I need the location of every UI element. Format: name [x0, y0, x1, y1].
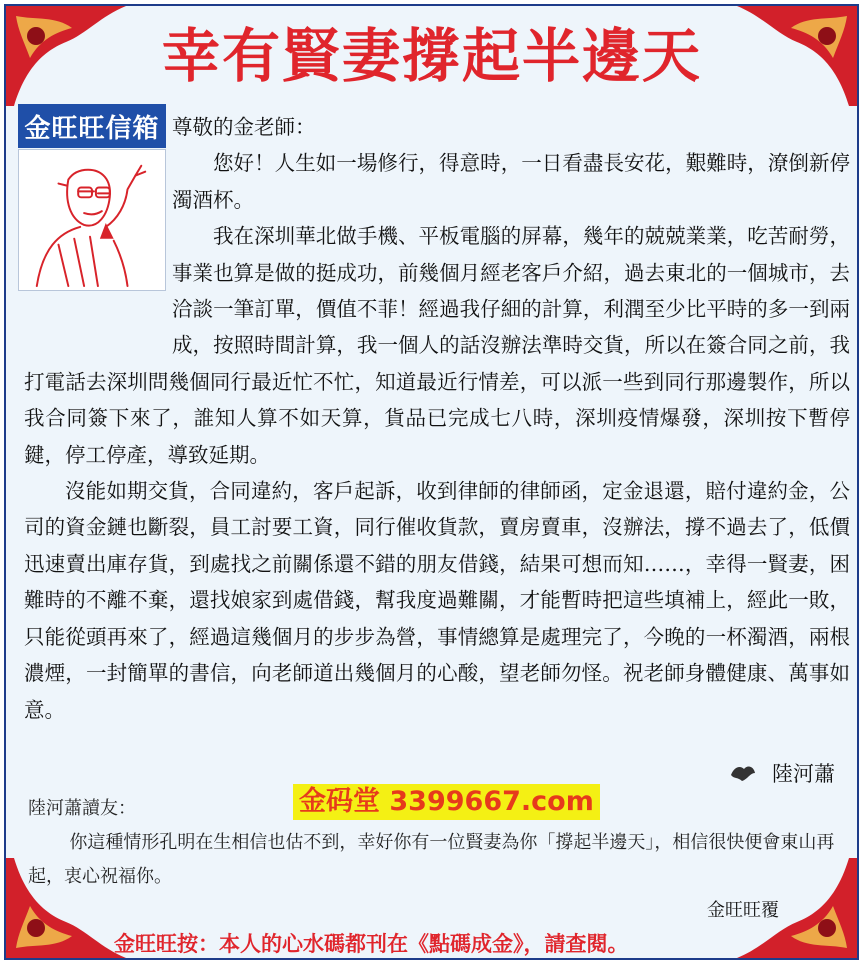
corner-ornament-icon [737, 6, 857, 106]
letter-body [24, 109, 850, 728]
illustration-spacer [6, 109, 172, 343]
letter-paragraph: 您好！人生如一場修行，得意時，一日看盡長安花，艱難時，潦倒新停濁酒杯。 [172, 151, 850, 212]
article-title: 幸有賢妻撐起半邊天 [161, 22, 702, 90]
letter-paragraph: 我在深圳華北做手機、平板電腦的屏幕，幾年的兢兢業業，吃苦耐勞，事業也算是做的挺成功，前幾個月經老客戶介紹，過去東北的一個城市，去洽談一筆訂單，價值不菲！經過我仔細的計算，利潤至少比平時的多一到兩成，按照時間計算，我一個人的話沒辦法準時交貨，所以在簽合同之前，我打電話去深圳問幾個同行最近忙不忙，知道最近行情差，可以派一些到同行那邊製作，所以我合同簽下來了，誰知人算不如天算，貨品已完成七八時，深圳疫情爆發，深圳按下暫停鍵，停工停產，導致延期。 [24, 224, 850, 467]
page-frame [4, 4, 859, 960]
letter-paragraph: 沒能如期交貨，合同違約，客戶起訴，收到律師的律師函，定金退還，賠付違約金，公司的資金鏈也斷裂，員工討要工資，同行催收貨款，賣房賣車，沒辦法，撐不過去了，低價迅速賣出庫存貨，到處找之前關係還不錯的朋友借錢，結果可想而知……，幸得一賢妻，困難時的不離不棄，還找娘家到處借錢，幫我度過難關，才能暫時把這些填補上，經此一敗，只能從頭再來了，經過這幾個月的步步為營，事情總算是處理完了，今晚的一杯濁酒，兩根濃煙，一封簡單的書信，向老師道出幾個月的心酸，望老師勿怪。祝老師身體健康、萬事如意。 [24, 479, 850, 722]
letter-salutation: 尊敬的金老師： [172, 115, 316, 139]
letter-signature-name: 陸河蕭 [772, 762, 835, 786]
watermark-banner: 金码堂 3399667.com [293, 784, 600, 820]
footer-note: 金旺旺按：本人的心水碼都刊在《點碼成金》，請查閱。 [114, 931, 629, 956]
reply-salutation: 陸河蕭讀友： [28, 798, 136, 819]
letter-signature [728, 758, 835, 788]
reply-paragraph: 你這種情形孔明在生相信也估不到，幸好你有一位賢妻為你「撐起半邊天」，相信很快便會東山再起，衷心祝福你。 [28, 832, 835, 887]
ink-seal-icon [728, 761, 758, 785]
column-name-badge: 金旺旺信箱 [18, 104, 166, 148]
reply-signature: 金旺旺覆 [707, 900, 779, 921]
corner-ornament-icon [6, 6, 126, 106]
